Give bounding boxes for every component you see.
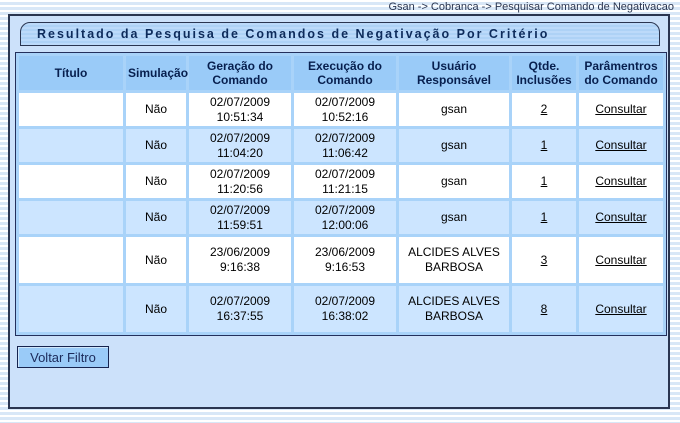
consultar-link[interactable]: Consultar — [595, 301, 647, 316]
cell-geracao: 02/07/2009 11:04:20 — [189, 129, 291, 162]
cell-simulacao: Não — [126, 237, 186, 283]
cell-execucao: 02/07/2009 11:21:15 — [294, 165, 396, 198]
qtde-inclusoes-link[interactable]: 1 — [540, 138, 548, 152]
cell-qtde — [512, 201, 576, 234]
cell-geracao: 02/07/2009 10:51:34 — [189, 93, 291, 126]
cell-simulacao: Não — [126, 129, 186, 162]
cell-simulacao: Não — [126, 165, 186, 198]
cell-geracao: 02/07/2009 16:37:55 — [189, 286, 291, 332]
cell-titulo — [19, 129, 123, 162]
consultar-link[interactable]: Consultar — [595, 138, 647, 152]
col-header-parametros: Parâmentros do Comando — [579, 56, 663, 90]
cell-parametros — [579, 286, 663, 332]
results-table — [15, 52, 667, 336]
col-header-geracao: Geração do Comando — [189, 56, 291, 90]
cell-geracao: 23/06/2009 9:16:38 — [189, 237, 291, 283]
col-header-simulacao: Simulação — [126, 56, 186, 90]
qtde-inclusoes-link[interactable]: 2 — [540, 102, 548, 116]
col-header-titulo: Título — [19, 56, 123, 90]
consultar-link[interactable]: Consultar — [595, 210, 647, 224]
consultar-link[interactable]: Consultar — [595, 252, 647, 267]
table-row — [19, 129, 663, 162]
table-row — [19, 201, 663, 234]
col-header-qtde: Qtde. Inclusões — [512, 56, 576, 90]
cell-parametros — [579, 237, 663, 283]
cell-parametros — [579, 93, 663, 126]
cell-qtde — [512, 237, 576, 283]
cell-titulo — [19, 237, 123, 283]
cell-simulacao: Não — [126, 201, 186, 234]
cell-usuario: ALCIDES ALVES BARBOSA — [399, 286, 509, 332]
cell-simulacao: Não — [126, 93, 186, 126]
cell-geracao: 02/07/2009 11:59:51 — [189, 201, 291, 234]
page-title: Resultado da Pesquisa de Comandos de Negativação Por Critério — [20, 22, 660, 46]
voltar-filtro-button[interactable]: Voltar Filtro — [17, 346, 109, 368]
cell-execucao: 23/06/2009 9:16:53 — [294, 237, 396, 283]
cell-parametros — [579, 129, 663, 162]
cell-qtde — [512, 165, 576, 198]
table-row — [19, 93, 663, 126]
cell-titulo — [19, 201, 123, 234]
cell-parametros — [579, 165, 663, 198]
results-panel — [8, 14, 670, 409]
consultar-link[interactable]: Consultar — [595, 102, 647, 116]
cell-qtde — [512, 93, 576, 126]
cell-usuario: gsan — [399, 165, 509, 198]
qtde-inclusoes-link[interactable]: 1 — [540, 174, 548, 188]
cell-titulo — [19, 93, 123, 126]
col-header-usuario: Usuário Responsável — [399, 56, 509, 90]
table-header — [19, 56, 663, 90]
qtde-inclusoes-link[interactable]: 3 — [540, 252, 548, 267]
cell-titulo — [19, 286, 123, 332]
consultar-link[interactable]: Consultar — [595, 174, 647, 188]
cell-execucao: 02/07/2009 16:38:02 — [294, 286, 396, 332]
cell-execucao: 02/07/2009 11:06:42 — [294, 129, 396, 162]
qtde-inclusoes-link[interactable]: 8 — [540, 301, 548, 316]
cell-usuario: ALCIDES ALVES BARBOSA — [399, 237, 509, 283]
cell-simulacao: Não — [126, 286, 186, 332]
cell-execucao: 02/07/2009 12:00:06 — [294, 201, 396, 234]
cell-geracao: 02/07/2009 11:20:56 — [189, 165, 291, 198]
table-row — [19, 286, 663, 332]
col-header-execucao: Execução do Comando — [294, 56, 396, 90]
cell-qtde — [512, 129, 576, 162]
table-row — [19, 165, 663, 198]
breadcrumb[interactable]: Gsan -> Cobranca -> Pesquisar Comando de Negativacao — [388, 1, 674, 13]
qtde-inclusoes-link[interactable]: 1 — [540, 210, 548, 224]
table-row — [19, 237, 663, 283]
cell-qtde — [512, 286, 576, 332]
cell-usuario: gsan — [399, 129, 509, 162]
cell-usuario: gsan — [399, 201, 509, 234]
cell-parametros — [579, 201, 663, 234]
cell-usuario: gsan — [399, 93, 509, 126]
cell-titulo — [19, 165, 123, 198]
cell-execucao: 02/07/2009 10:52:16 — [294, 93, 396, 126]
